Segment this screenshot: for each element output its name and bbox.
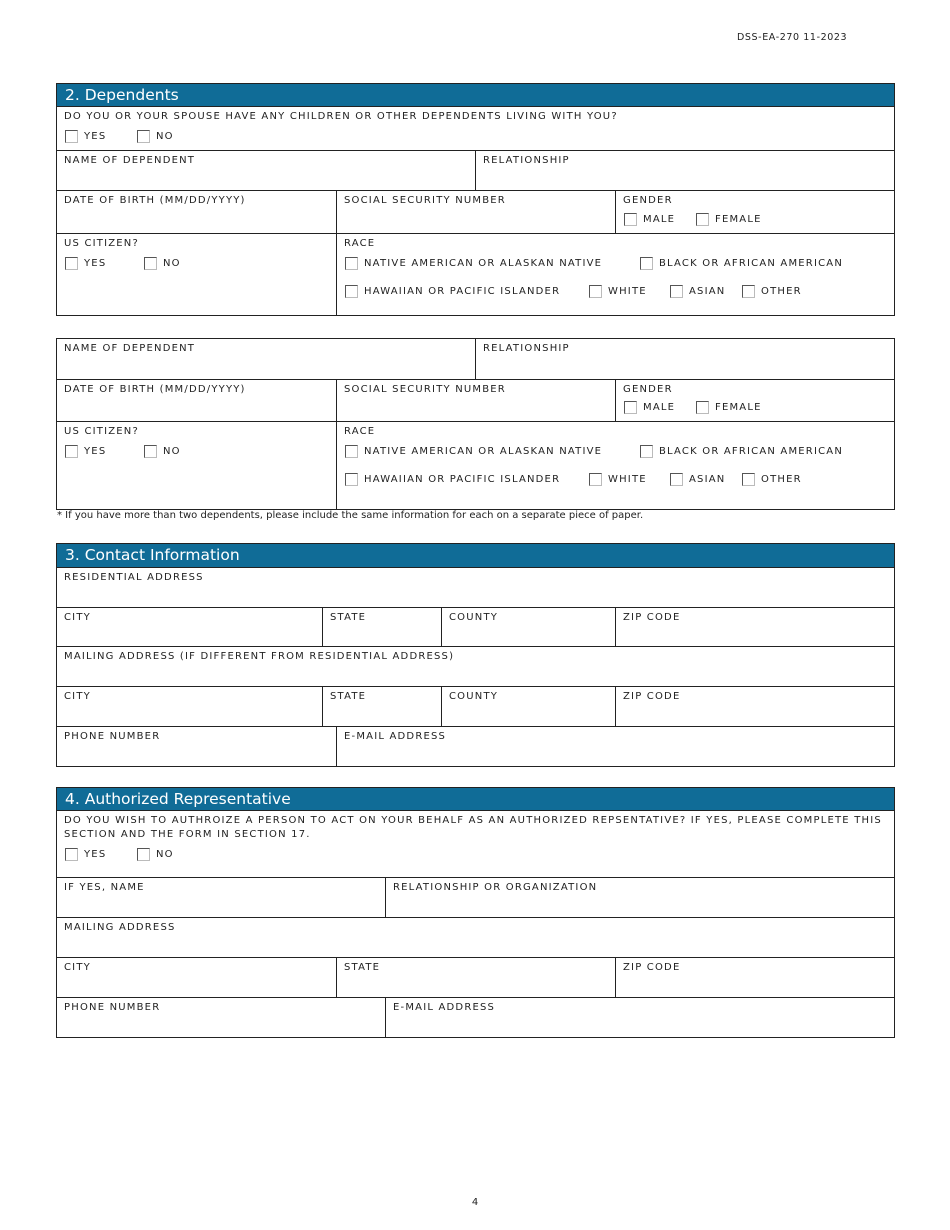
dependents-no-checkbox[interactable] bbox=[137, 129, 174, 143]
checkbox-label: NO bbox=[163, 257, 181, 269]
checkbox-label: YES bbox=[84, 257, 107, 269]
authorized-question-cell bbox=[56, 810, 895, 878]
representative-city-field[interactable] bbox=[56, 957, 337, 998]
field-label: DATE OF BIRTH (MM/DD/YYYY) bbox=[64, 384, 246, 395]
mailing-state-field[interactable] bbox=[322, 686, 442, 727]
field-label: STATE bbox=[330, 691, 367, 702]
field-label: MAILING ADDRESS bbox=[64, 922, 176, 933]
dependent-2-male-checkbox[interactable] bbox=[624, 400, 675, 414]
residential-city-field[interactable] bbox=[56, 607, 323, 647]
dependent-2-race-hawaiian-checkbox[interactable] bbox=[345, 472, 560, 486]
representative-mailing-address-field[interactable] bbox=[56, 917, 895, 958]
field-label: GENDER bbox=[623, 195, 673, 206]
contact-phone-field[interactable] bbox=[56, 726, 337, 767]
field-label: STATE bbox=[344, 962, 381, 973]
field-label: GENDER bbox=[623, 384, 673, 395]
checkbox-label: BLACK OR AFRICAN AMERICAN bbox=[659, 257, 844, 269]
checkbox-box[interactable] bbox=[345, 473, 358, 486]
checkbox-box[interactable] bbox=[696, 401, 709, 414]
checkbox-box[interactable] bbox=[589, 285, 602, 298]
checkbox-box[interactable] bbox=[144, 257, 157, 270]
dependent-1-name-field[interactable] bbox=[56, 150, 476, 191]
representative-relationship-field[interactable] bbox=[385, 877, 895, 918]
residential-zip-field[interactable] bbox=[615, 607, 895, 647]
dependent-1-race-hawaiian-checkbox[interactable] bbox=[345, 284, 560, 298]
field-label: STATE bbox=[330, 612, 367, 623]
dependent-1-race-native-checkbox[interactable] bbox=[345, 256, 602, 270]
checkbox-box[interactable] bbox=[624, 213, 637, 226]
authorized-question: DO YOU WISH TO AUTHROIZE A PERSON TO ACT ON YOUR BEHALF AS AN AUTHORIZED REPSENTATIVE? IF YES, PLEASE COMPLETE THIS SECTION AND THE FORM IN SECTION 17. bbox=[64, 815, 882, 840]
checkbox-label: HAWAIIAN OR PACIFIC ISLANDER bbox=[364, 285, 561, 297]
field-label: NAME OF DEPENDENT bbox=[64, 343, 196, 354]
checkbox-box[interactable] bbox=[589, 473, 602, 486]
dependent-2-relationship-field[interactable] bbox=[475, 338, 895, 380]
dependent-1-race-other-checkbox[interactable] bbox=[742, 284, 802, 298]
field-label: COUNTY bbox=[449, 691, 499, 702]
checkbox-label: FEMALE bbox=[715, 213, 762, 225]
field-label: SOCIAL SECURITY NUMBER bbox=[344, 384, 506, 395]
dependents-yes-checkbox[interactable] bbox=[65, 129, 106, 143]
field-label: PHONE NUMBER bbox=[64, 1002, 161, 1013]
checkbox-label: NATIVE AMERICAN OR ALASKAN NATIVE bbox=[364, 257, 603, 269]
dependent-1-dob-field[interactable] bbox=[56, 190, 337, 234]
dependent-2-race-cell bbox=[336, 421, 895, 510]
field-label: US CITIZEN? bbox=[64, 426, 139, 437]
form-code: DSS-EA-270 11-2023 bbox=[737, 32, 848, 43]
dependent-1-race-white-checkbox[interactable] bbox=[589, 284, 647, 298]
dependent-1-citizen-no-checkbox[interactable] bbox=[144, 256, 181, 270]
checkbox-box[interactable] bbox=[65, 130, 78, 143]
checkbox-box[interactable] bbox=[65, 257, 78, 270]
checkbox-box[interactable] bbox=[345, 285, 358, 298]
field-label: NAME OF DEPENDENT bbox=[64, 155, 196, 166]
residential-county-field[interactable] bbox=[441, 607, 616, 647]
checkbox-box[interactable] bbox=[137, 130, 150, 143]
field-label: IF YES, NAME bbox=[64, 882, 145, 893]
checkbox-box[interactable] bbox=[65, 848, 78, 861]
field-label: DATE OF BIRTH (MM/DD/YYYY) bbox=[64, 195, 246, 206]
dependent-2-citizen-no-checkbox[interactable] bbox=[144, 444, 181, 458]
field-label: MAILING ADDRESS (IF DIFFERENT FROM RESIDENTIAL ADDRESS) bbox=[64, 651, 455, 662]
checkbox-label: OTHER bbox=[761, 473, 802, 485]
checkbox-label: YES bbox=[84, 445, 107, 457]
checkbox-box[interactable] bbox=[742, 285, 755, 298]
dependent-2-dob-field[interactable] bbox=[56, 379, 337, 422]
section-header-contact: 3. Contact Information bbox=[56, 543, 895, 568]
checkbox-box[interactable] bbox=[345, 257, 358, 270]
field-label: CITY bbox=[64, 612, 91, 623]
dependent-2-race-native-checkbox[interactable] bbox=[345, 444, 602, 458]
dependent-2-female-checkbox[interactable] bbox=[696, 400, 762, 414]
checkbox-label: NO bbox=[156, 130, 174, 142]
field-label: E-MAIL ADDRESS bbox=[393, 1002, 496, 1013]
dependent-1-relationship-field[interactable] bbox=[475, 150, 895, 191]
field-label: PHONE NUMBER bbox=[64, 731, 161, 742]
dependent-2-race-white-checkbox[interactable] bbox=[589, 472, 647, 486]
dependent-2-name-field[interactable] bbox=[56, 338, 476, 380]
checkbox-box[interactable] bbox=[624, 401, 637, 414]
field-label: US CITIZEN? bbox=[64, 238, 139, 249]
dependent-1-race-black-checkbox[interactable] bbox=[640, 256, 843, 270]
dependent-2-citizen-yes-checkbox[interactable] bbox=[65, 444, 106, 458]
field-label: E-MAIL ADDRESS bbox=[344, 731, 447, 742]
dependent-1-race-cell bbox=[336, 233, 895, 316]
checkbox-label: HAWAIIAN OR PACIFIC ISLANDER bbox=[364, 473, 561, 485]
checkbox-box[interactable] bbox=[65, 445, 78, 458]
dependent-1-citizen-cell bbox=[56, 233, 337, 316]
field-label: ZIP CODE bbox=[623, 691, 681, 702]
checkbox-label: OTHER bbox=[761, 285, 802, 297]
dependent-1-ssn-field[interactable] bbox=[336, 190, 616, 234]
field-label: RACE bbox=[344, 426, 376, 437]
representative-phone-field[interactable] bbox=[56, 997, 386, 1038]
field-label: SOCIAL SECURITY NUMBER bbox=[344, 195, 506, 206]
representative-state-field[interactable] bbox=[336, 957, 616, 998]
authorized-yes-checkbox[interactable] bbox=[65, 847, 106, 861]
residential-address-field[interactable] bbox=[56, 567, 895, 608]
section-header-authorized: 4. Authorized Representative bbox=[56, 787, 895, 811]
dependent-1-male-checkbox[interactable] bbox=[624, 212, 675, 226]
contact-email-field[interactable] bbox=[336, 726, 895, 767]
checkbox-label: NO bbox=[156, 848, 174, 860]
checkbox-box[interactable] bbox=[640, 257, 653, 270]
mailing-address-field[interactable] bbox=[56, 646, 895, 687]
mailing-zip-field[interactable] bbox=[615, 686, 895, 727]
checkbox-label: MALE bbox=[643, 401, 676, 413]
field-label: RACE bbox=[344, 238, 376, 249]
checkbox-label: ASIAN bbox=[689, 473, 726, 485]
dependents-question: DO YOU OR YOUR SPOUSE HAVE ANY CHILDREN OR OTHER DEPENDENTS LIVING WITH YOU? bbox=[64, 111, 618, 122]
dependent-1-female-checkbox[interactable] bbox=[696, 212, 762, 226]
checkbox-box[interactable] bbox=[137, 848, 150, 861]
field-label: COUNTY bbox=[449, 612, 499, 623]
page-number: 4 bbox=[471, 1197, 479, 1208]
checkbox-box[interactable] bbox=[144, 445, 157, 458]
dependent-2-race-black-checkbox[interactable] bbox=[640, 444, 843, 458]
checkbox-label: WHITE bbox=[608, 473, 647, 485]
representative-zip-field[interactable] bbox=[615, 957, 895, 998]
residential-state-field[interactable] bbox=[322, 607, 442, 647]
representative-email-field[interactable] bbox=[385, 997, 895, 1038]
dependent-1-gender-cell bbox=[615, 190, 895, 234]
checkbox-label: YES bbox=[84, 130, 107, 142]
section-header-dependents: 2. Dependents bbox=[56, 83, 895, 107]
dependent-2-race-other-checkbox[interactable] bbox=[742, 472, 802, 486]
checkbox-label: FEMALE bbox=[715, 401, 762, 413]
checkbox-box[interactable] bbox=[670, 473, 683, 486]
checkbox-box[interactable] bbox=[670, 285, 683, 298]
checkbox-label: MALE bbox=[643, 213, 676, 225]
representative-name-field[interactable] bbox=[56, 877, 386, 918]
dependents-question-cell bbox=[56, 106, 895, 151]
field-label: RELATIONSHIP OR ORGANIZATION bbox=[393, 882, 598, 893]
mailing-county-field[interactable] bbox=[441, 686, 616, 727]
checkbox-box[interactable] bbox=[345, 445, 358, 458]
checkbox-box[interactable] bbox=[742, 473, 755, 486]
checkbox-label: ASIAN bbox=[689, 285, 726, 297]
checkbox-label: YES bbox=[84, 848, 107, 860]
field-label: CITY bbox=[64, 691, 91, 702]
dependent-2-gender-cell bbox=[615, 379, 895, 422]
checkbox-label: BLACK OR AFRICAN AMERICAN bbox=[659, 445, 844, 457]
dependent-1-citizen-yes-checkbox[interactable] bbox=[65, 256, 106, 270]
checkbox-label: NO bbox=[163, 445, 181, 457]
field-label: RESIDENTIAL ADDRESS bbox=[64, 572, 204, 583]
field-label: ZIP CODE bbox=[623, 962, 681, 973]
checkbox-box[interactable] bbox=[696, 213, 709, 226]
field-label: CITY bbox=[64, 962, 91, 973]
dependent-1-race-asian-checkbox[interactable] bbox=[670, 284, 725, 298]
dependent-2-citizen-cell bbox=[56, 421, 337, 510]
checkbox-label: NATIVE AMERICAN OR ALASKAN NATIVE bbox=[364, 445, 603, 457]
authorized-no-checkbox[interactable] bbox=[137, 847, 174, 861]
field-label: ZIP CODE bbox=[623, 612, 681, 623]
mailing-city-field[interactable] bbox=[56, 686, 323, 727]
checkbox-box[interactable] bbox=[640, 445, 653, 458]
checkbox-label: WHITE bbox=[608, 285, 647, 297]
dependent-2-ssn-field[interactable] bbox=[336, 379, 616, 422]
field-label: RELATIONSHIP bbox=[483, 155, 570, 166]
dependents-note: * If you have more than two dependents, please include the same information for each on a separate piece of paper. bbox=[57, 510, 644, 521]
field-label: RELATIONSHIP bbox=[483, 343, 570, 354]
dependent-2-race-asian-checkbox[interactable] bbox=[670, 472, 725, 486]
